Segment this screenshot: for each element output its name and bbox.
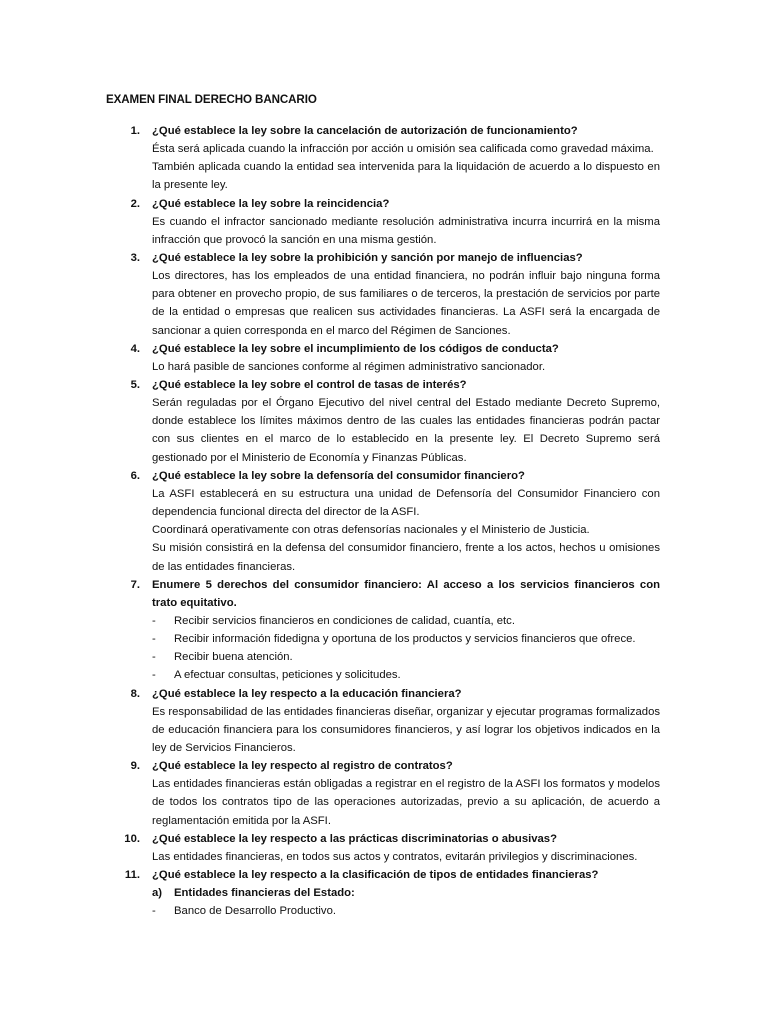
question-number: 7. (130, 578, 140, 591)
question-text: ¿Qué establece la ley respecto a las prácticas discriminatorias o abusivas? (152, 832, 557, 845)
question-text: ¿Qué establece la ley respecto a la clasificación de tipos de entidades financieras? (152, 869, 599, 882)
answer-paragraph: Las entidades financieras están obligadas a registrar en el registro de la ASFI los formatos y modelos de todos los contratos tipo de las operaciones autorizadas, previo a su aplicación, de acuerdo a reglamentación emitida por la ASFI. (152, 778, 660, 827)
question-list (0, 122, 768, 920)
list-item-text: Recibir buena atención. (174, 651, 293, 664)
question-number: 11. (124, 869, 140, 882)
answer-paragraph: Es responsabilidad de las entidades financieras diseñar, organizar y ejecutar programas formalizados de educación financiera para los consumidores financieros, y así lograr los objetivos indicados en la ley de Servicios Financieros. (152, 705, 661, 755)
answer-paragraph: Los directores, has los empleados de una entidad financiera, no podrán influir bajo ninguna forma para obtener en provecho propio, de sus familiares o de terceros, la prestación de servicios por parte de la entidad o empresas que realicen sus actividades financieras. La ASFI será la encargada de sancionar a quien corresponda en el marco del Régimen de Sanciones. (152, 270, 660, 337)
bullet-dash: - (152, 651, 156, 664)
question-item (0, 122, 660, 195)
bullet-dash: - (152, 669, 156, 682)
answer-block (152, 394, 660, 467)
list-item (152, 612, 660, 630)
bullet-list (152, 612, 660, 685)
question-text: Enumere 5 derechos del consumidor financiero: Al acceso a los servicios financieros con trato equitativo. (152, 578, 660, 609)
question-item (0, 830, 660, 866)
answer-paragraph: Serán reguladas por el Órgano Ejecutivo del nivel central del Estado mediante Decreto Supremo, donde establece los límites máximos dentro de las cuales las entidades financieras podrán pactar con sus clientes en el marco de lo establecido en la presente ley. El Decreto Supremo será gestionado por el Ministerio de Economía y Finanzas Públicas. (152, 397, 660, 464)
list-item-text: A efectuar consultas, peticiones y solicitudes. (174, 669, 401, 682)
document-title: EXAMEN FINAL DERECHO BANCARIO (106, 93, 317, 106)
question-number: 2. (130, 197, 140, 210)
list-item (152, 666, 660, 684)
answer-block (152, 358, 660, 376)
sub-heading-label: a) (152, 887, 163, 900)
answer-block (152, 848, 660, 866)
answer-paragraph: También aplicada cuando la entidad sea intervenida para la liquidación de acuerdo a lo dispuesto en la presente ley. (152, 161, 660, 192)
question-number: 3. (130, 252, 140, 265)
answer-paragraph: Ésta será aplicada cuando la infracción por acción u omisión sea calificada como gravedad máxima. (152, 143, 654, 155)
bullet-dash: - (152, 633, 156, 646)
answer-paragraph: Las entidades financieras, en todos sus actos y contratos, evitarán privilegios y discriminaciones. (152, 850, 638, 863)
answer-paragraph: Coordinará operativamente con otras defensorías nacionales y el Ministerio de Justicia. (152, 524, 590, 537)
answer-paragraph: Lo hará pasible de sanciones conforme al régimen administrativo sancionador. (152, 360, 546, 373)
question-text: ¿Qué establece la ley sobre el incumplimiento de los códigos de conducta? (152, 342, 559, 355)
question-item (0, 249, 660, 340)
question-text: ¿Qué establece la ley sobre el control de tasas de interés? (152, 379, 467, 392)
question-text: ¿Qué establece la ley sobre la cancelación de autorización de funcionamiento? (152, 125, 578, 137)
question-item (0, 576, 660, 685)
question-item (0, 757, 660, 830)
question-item (0, 685, 660, 758)
question-text: ¿Qué establece la ley sobre la prohibición y sanción por manejo de influencias? (152, 252, 583, 265)
question-text: ¿Qué establece la ley sobre la defensoría del consumidor financiero? (152, 469, 525, 482)
question-item (0, 195, 660, 249)
answer-paragraph: Es cuando el infractor sancionado mediante resolución administrativa incurra incurrirá en la misma infracción que provocó la sanción en una misma gestión. (152, 215, 660, 246)
bullet-dash: - (152, 905, 156, 918)
question-item (0, 467, 660, 576)
question-number: 8. (130, 687, 140, 700)
question-item (0, 340, 660, 376)
question-number: 1. (130, 125, 140, 137)
question-text: ¿Qué establece la ley respecto al registro de contratos? (152, 760, 453, 773)
answer-block (152, 775, 660, 830)
bullet-dash: - (152, 614, 156, 627)
question-text: ¿Qué establece la ley respecto a la educación financiera? (152, 687, 462, 700)
list-item-text: Recibir servicios financieros en condiciones de calidad, cuantía, etc. (174, 614, 515, 627)
question-item (0, 376, 660, 467)
answer-block (152, 267, 660, 340)
answer-block (152, 485, 660, 576)
list-item (152, 630, 660, 648)
question-number: 10. (124, 832, 140, 845)
answer-paragraph: Su misión consistirá en la defensa del consumidor financiero, frente a los actos, hechos u omisiones de las entidades financieras. (152, 542, 660, 573)
sub-heading (152, 884, 660, 902)
question-text: ¿Qué establece la ley sobre la reincidencia? (152, 197, 390, 210)
answer-paragraph: La ASFI establecerá en su estructura una unidad de Defensoría del Consumidor Financiero con dependencia funcional directa del director de la ASFI. (152, 487, 660, 519)
list-item (152, 648, 660, 666)
answer-block (152, 140, 660, 195)
question-number: 9. (130, 760, 140, 773)
list-item-text: Recibir información fidedigna y oportuna de los productos y servicios financieros que ofrece. (174, 633, 636, 646)
answer-block (152, 703, 660, 758)
question-number: 4. (130, 342, 140, 355)
sub-heading-text: Entidades financieras del Estado: (174, 887, 355, 900)
answer-block (152, 213, 660, 249)
question-number: 6. (130, 469, 140, 482)
question-number: 5. (130, 379, 140, 392)
list-item (152, 902, 660, 920)
list-item-text: Banco de Desarrollo Productivo. (174, 905, 337, 918)
question-item (0, 866, 660, 920)
bullet-list (152, 902, 660, 920)
